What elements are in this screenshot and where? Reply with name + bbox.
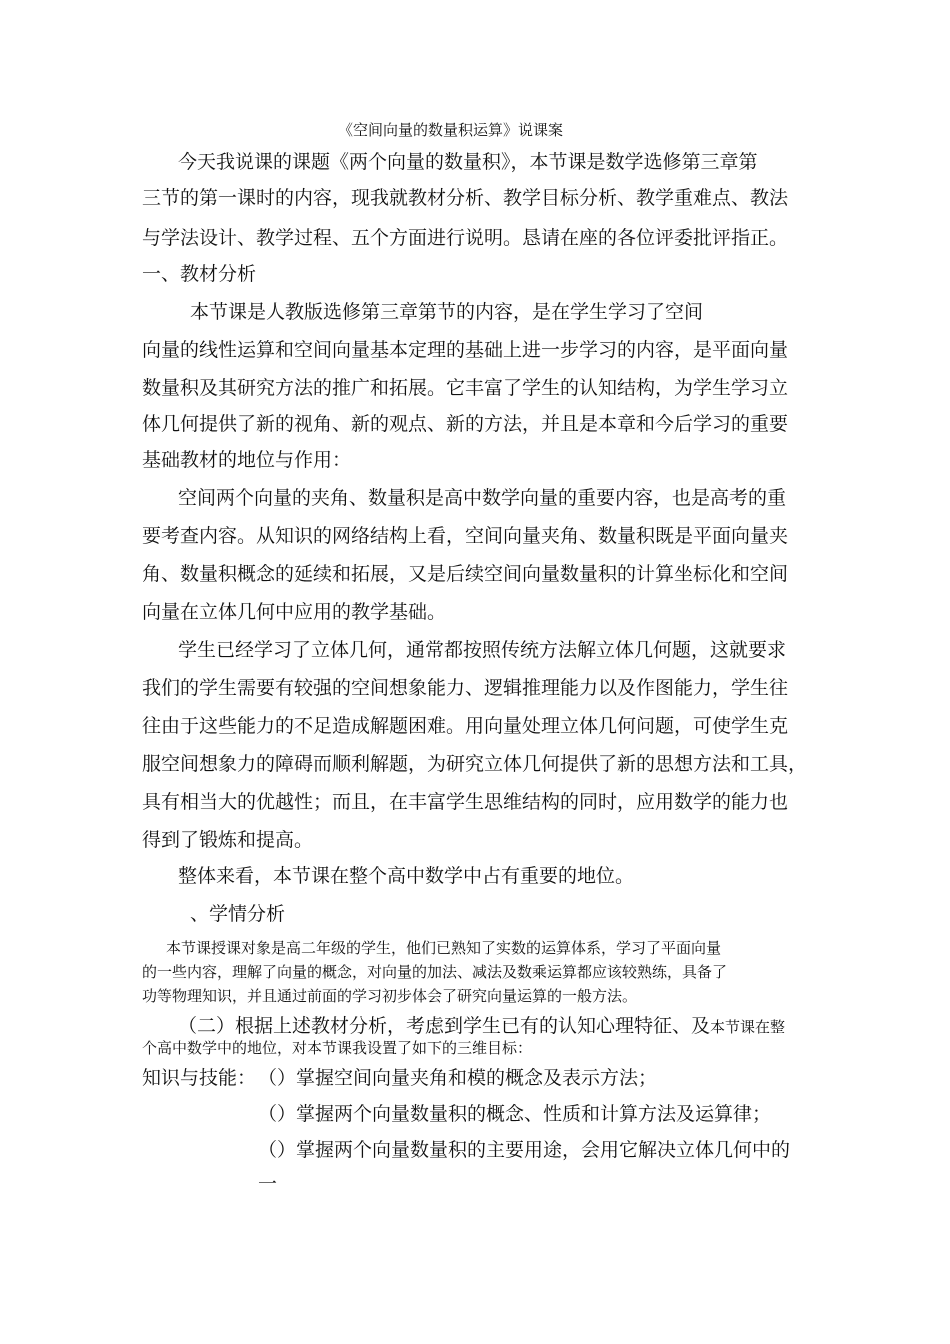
para5-line-3: 功等物理知识，并且通过前面的学习初步体会了研究向量运算的一般方法。	[142, 987, 638, 1005]
para5-line-2: 的一些内容，理解了向量的概念，对向量的加法、减法及数乘运算都应该较熟练，具备了	[142, 963, 728, 981]
para3-line-4: 服空间想象力的障碍而顺利解题，为研究立体几何提供了新的思想方法和工具，	[142, 753, 808, 775]
para3-line-1: 学生已经学习了立体几何，通常都按照传统方法解立体几何题，这就要求	[178, 639, 787, 661]
para1-line-3: 数量积及其研究方法的推广和拓展。它丰富了学生的认知结构，为学生学习立	[142, 377, 789, 399]
para2-line-1: 空间两个向量的夹角、数量积是高中数学向量的重要内容，也是高考的重	[178, 487, 787, 509]
section-heading-student-analysis: 、学情分析	[190, 903, 286, 925]
para2-line-4: 向量在立体几何中应用的教学基础。	[142, 601, 447, 623]
goal-item-1: （）掌握空间向量夹角和模的概念及表示方法；	[258, 1067, 658, 1089]
para3-line-6: 得到了锻炼和提高。	[142, 829, 314, 851]
para6-line-1-main: （二）根据上述教材分析，考虑到学生已有的认知心理特征、及	[178, 1015, 711, 1037]
para2-line-3: 角、数量积概念的延续和拓展，又是后续空间向量数量积的计算坐标化和空间	[142, 563, 789, 585]
para1-line-1: 本节课是人教版选修第三章第节的内容，是在学生学习了空间	[190, 301, 704, 323]
para1-line-4: 体几何提供了新的视角、新的观点、新的方法，并且是本章和今后学习的重要	[142, 413, 789, 435]
intro-line-3: 与学法设计、教学过程、五个方面进行说明。恳请在座的各位评委批评指正。	[142, 227, 789, 249]
para5-line-1: 本节课授课对象是高二年级的学生，他们已熟知了实数的运算体系，学习了平面向量	[166, 939, 722, 957]
goals-label: 知识与技能：	[142, 1067, 257, 1089]
section-heading-textbook-analysis: 一、教材分析	[142, 263, 257, 285]
para2-line-2: 要考查内容。从知识的网络结构上看，空间向量夹角、数量积既是平面向量夹	[142, 525, 789, 547]
para3-line-2: 我们的学生需要有较强的空间想象能力、逻辑推理能力以及作图能力，学生往	[142, 677, 789, 699]
goal-item-2: （）掌握两个向量数量积的概念、性质和计算方法及运算律；	[258, 1103, 772, 1125]
para6-line-2: 个高中数学中的地位，对本节课我设置了如下的三维目标：	[142, 1039, 533, 1057]
goals-trailing-char: 一	[258, 1173, 278, 1195]
para1-line-5: 基础教材的地位与作用：	[142, 449, 352, 471]
para3-line-5: 具有相当大的优越性；而且，在丰富学生思维结构的同时，应用数学的能力也	[142, 791, 789, 813]
para3-line-3: 往由于这些能力的不足造成解题困难。用向量处理立体几何问题，可使学生克	[142, 715, 789, 737]
goal-item-3: （）掌握两个向量数量积的主要用途，会用它解决立体几何中的	[258, 1139, 791, 1161]
para4-line: 整体来看，本节课在整个高中数学中占有重要的地位。	[178, 865, 635, 887]
intro-line-2: 三节的第一课时的内容，现我就教材分析、教学目标分析、教学重难点、教法	[142, 187, 789, 209]
para6-line-1-tail: 本节课在整	[710, 1018, 786, 1036]
para1-line-2: 向量的线性运算和空间向量基本定理的基础上进一步学习的内容，是平面向量	[142, 339, 789, 361]
document-title: 《空间向量的数量积运算》说课案	[338, 121, 564, 139]
para6-line-1	[178, 1014, 785, 1038]
intro-line-1: 今天我说课的课题《两个向量的数量积》，本节课是数学选修第三章第	[178, 151, 758, 173]
